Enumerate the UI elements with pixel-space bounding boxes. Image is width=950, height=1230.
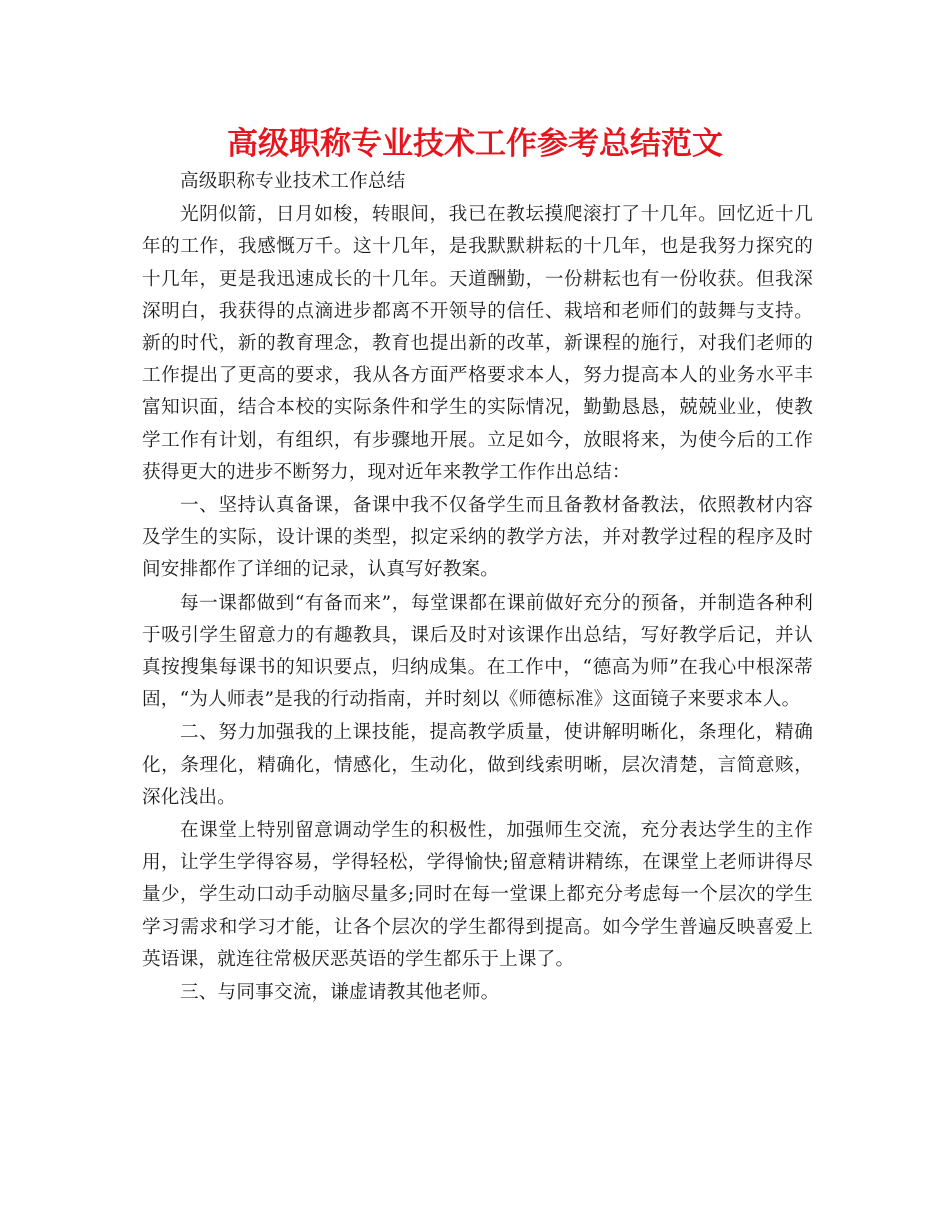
body-paragraph: 二、努力加强我的上课技能，提高教学质量，使讲解明晰化，条理化，精确化，条理化，精确化，情感化，生动化，做到线索明晰，层次清楚，言简意赅，深化浅出。 bbox=[142, 722, 813, 808]
body-paragraph: 三、与同事交流，谦虚请教其他老师。 bbox=[179, 982, 500, 1004]
document-title: 高级职称专业技术工作参考总结范文 bbox=[227, 126, 723, 162]
body-paragraph: 在课堂上特别留意调动学生的积极性，加强师生交流，充分表达学生的主作用，让学生学得容易，学得轻松，学得愉快;留意精讲精练，在课堂上老师讲得尽量少，学生动口动手动脑尽量多;同时在每一堂课上都充分考虑每一个层次的学生学习需求和学习才能，让各个层次的学生都得到提高。如今学生普遍反映喜爱上英语课，就连往常极厌恶英语的学生都乐于上课了。 bbox=[142, 820, 813, 970]
document-body bbox=[142, 166, 813, 1010]
body-paragraph: 每一课都做到“有备而来”，每堂课都在课前做好充分的预备，并制造各种利于吸引学生留意力的有趣教具，课后及时对该课作出总结，写好教学后记，并认真按搜集每课书的知识要点，归纳成集。在工作中，“德高为师”在我心中根深蒂固，“为人师表”是我的行动指南，并时刻以《师德标准》这面镜子来要求本人。 bbox=[142, 592, 813, 711]
body-paragraph: 一、坚持认真备课，备课中我不仅备学生而且备教材备教法，依照教材内容及学生的实际，设计课的类型，拟定采纳的教学方法，并对教学过程的程序及时间安排都作了详细的记录，认真写好教案。 bbox=[142, 495, 813, 581]
subtitle-paragraph: 高级职称专业技术工作总结 bbox=[179, 171, 406, 192]
body-paragraph: 光阴似箭，日月如梭，转眼间，我已在教坛摸爬滚打了十几年。回忆近十几年的工作，我感慨万千。这十几年，是我默默耕耘的十几年，也是我努力探究的十几年，更是我迅速成长的十几年。天道酬勤，一份耕耘也有一份收获。但我深深明白，我获得的点滴进步都离不开领导的信任、栽培和老师们的鼓舞与支持。新的时代，新的教育理念，教育也提出新的改革，新课程的施行，对我们老师的工作提出了更高的要求，我从各方面严格要求本人，努力提高本人的业务水平丰富知识面，结合本校的实际条件和学生的实际情况，勤勤恳恳，兢兢业业，使教学工作有计划，有组织，有步骤地开展。立足如今，放眼将来，为使今后的工作获得更大的进步不断努力，现对近年来教学工作作出总结： bbox=[142, 204, 813, 483]
